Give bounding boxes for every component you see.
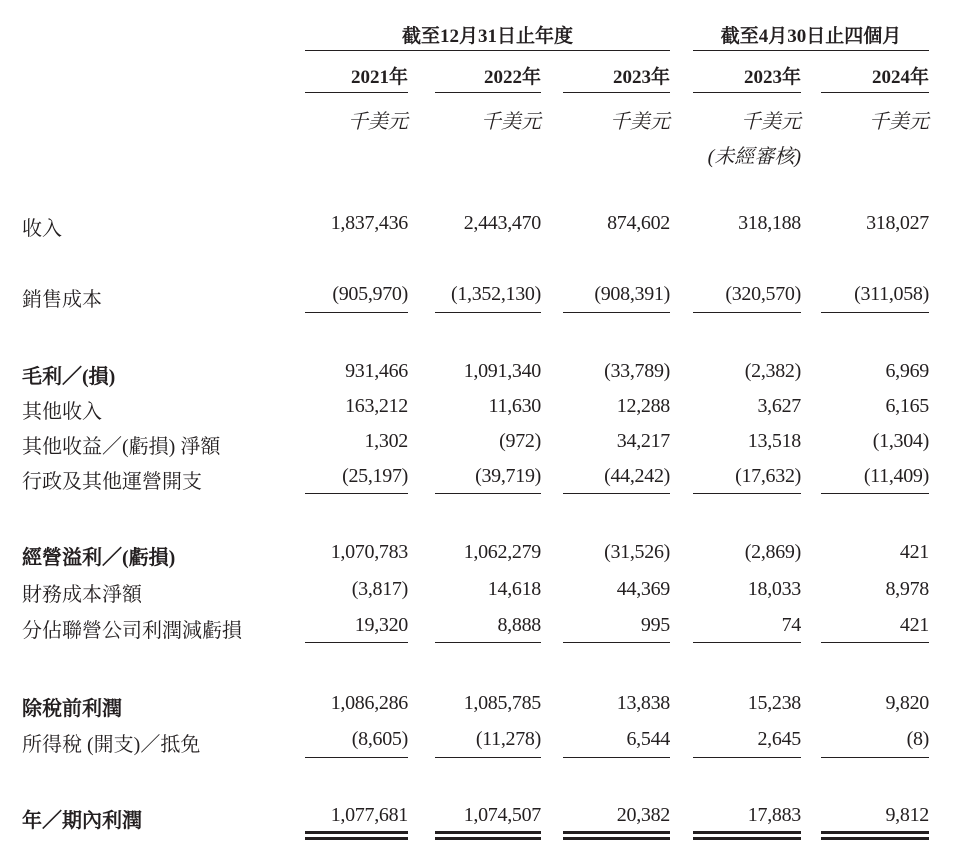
row-label: 收入 xyxy=(22,218,62,240)
subtotal-underline xyxy=(435,642,541,643)
cell-value: 13,518 xyxy=(747,430,801,452)
subtotal-underline xyxy=(821,642,929,643)
cell-value: 421 xyxy=(899,614,929,636)
cell-value: 1,091,340 xyxy=(463,360,541,382)
total-double-underline xyxy=(305,831,408,840)
cell-value: (11,278) xyxy=(475,728,541,750)
cell-value: (11,409) xyxy=(863,465,929,487)
subtotal-underline xyxy=(305,312,408,313)
total-double-underline xyxy=(563,831,670,840)
cell-value: (1,352,130) xyxy=(450,283,541,305)
subtotal-underline xyxy=(563,312,670,313)
column-unit-label: 千美元 xyxy=(610,111,670,133)
subtotal-underline xyxy=(435,757,541,758)
cell-value: (905,970) xyxy=(332,283,408,305)
group-header-year-ended: 截至12月31日止年度 xyxy=(401,26,573,47)
cell-value: 1,085,785 xyxy=(463,692,541,714)
cell-value: 13,838 xyxy=(616,692,670,714)
cell-value: 163,212 xyxy=(345,395,408,417)
cell-value: 17,883 xyxy=(747,804,801,826)
cell-value: 6,165 xyxy=(885,395,929,417)
column-unit-label: 千美元 xyxy=(481,111,541,133)
column-year-header: 2023年 xyxy=(612,67,670,88)
column-year-header: 2023年 xyxy=(743,67,801,88)
cell-value: 20,382 xyxy=(616,804,670,826)
cell-value: (31,526) xyxy=(604,541,670,563)
divider xyxy=(305,50,670,51)
total-double-underline xyxy=(693,831,801,840)
cell-value: 1,062,279 xyxy=(463,541,541,563)
divider xyxy=(435,92,541,93)
cell-value: 318,027 xyxy=(866,212,929,234)
cell-value: (2,869) xyxy=(744,541,801,563)
row-label: 年／期內利潤 xyxy=(22,810,142,832)
cell-value: 12,288 xyxy=(616,395,670,417)
cell-value: 8,978 xyxy=(885,578,929,600)
column-unit-label: 千美元 xyxy=(741,111,801,133)
cell-value: 1,074,507 xyxy=(463,804,541,826)
cell-value: 74 xyxy=(781,614,801,636)
subtotal-underline xyxy=(821,493,929,494)
cell-value: 9,812 xyxy=(885,804,929,826)
subtotal-underline xyxy=(305,757,408,758)
group-header-four-months: 截至4月30日止四個月 xyxy=(720,26,902,47)
total-double-underline xyxy=(821,831,929,840)
cell-value: 6,969 xyxy=(885,360,929,382)
subtotal-underline xyxy=(305,493,408,494)
subtotal-underline xyxy=(563,757,670,758)
divider xyxy=(821,92,929,93)
column-unit-label: 千美元 xyxy=(869,111,929,133)
cell-value: 2,443,470 xyxy=(463,212,541,234)
cell-value: 1,086,286 xyxy=(330,692,408,714)
cell-value: (8) xyxy=(906,728,929,750)
cell-value: 995 xyxy=(640,614,670,636)
row-label: 行政及其他運營開支 xyxy=(22,471,202,493)
subtotal-underline xyxy=(305,642,408,643)
divider xyxy=(305,92,408,93)
column-year-header: 2021年 xyxy=(350,67,408,88)
total-double-underline xyxy=(435,831,541,840)
unaudited-note: (未經審核) xyxy=(707,146,801,168)
cell-value: 14,618 xyxy=(487,578,541,600)
cell-value: 318,188 xyxy=(738,212,801,234)
cell-value: 15,238 xyxy=(747,692,801,714)
subtotal-underline xyxy=(693,757,801,758)
subtotal-underline xyxy=(821,757,929,758)
cell-value: (311,058) xyxy=(854,283,929,305)
cell-value: (25,197) xyxy=(342,465,408,487)
row-label: 其他收益／(虧損) 淨額 xyxy=(22,436,221,458)
column-year-header: 2022年 xyxy=(483,67,541,88)
cell-value: 931,466 xyxy=(345,360,408,382)
subtotal-underline xyxy=(435,493,541,494)
row-label: 經營溢利／(虧損) xyxy=(22,547,176,569)
cell-value: 1,302 xyxy=(364,430,408,452)
subtotal-underline xyxy=(563,642,670,643)
subtotal-underline xyxy=(821,312,929,313)
row-label: 除稅前利潤 xyxy=(22,698,122,720)
cell-value: 8,888 xyxy=(497,614,541,636)
subtotal-underline xyxy=(693,493,801,494)
cell-value: (33,789) xyxy=(604,360,670,382)
cell-value: (44,242) xyxy=(604,465,670,487)
cell-value: 11,630 xyxy=(488,395,541,417)
subtotal-underline xyxy=(693,642,801,643)
column-unit-label: 千美元 xyxy=(348,111,408,133)
cell-value: (908,391) xyxy=(594,283,670,305)
cell-value: (8,605) xyxy=(351,728,408,750)
row-label: 分佔聯營公司利潤減虧損 xyxy=(22,620,242,642)
cell-value: (3,817) xyxy=(351,578,408,600)
cell-value: 18,033 xyxy=(747,578,801,600)
subtotal-underline xyxy=(693,312,801,313)
cell-value: 1,070,783 xyxy=(330,541,408,563)
cell-value: 6,544 xyxy=(626,728,670,750)
cell-value: (320,570) xyxy=(725,283,801,305)
cell-value: 3,627 xyxy=(757,395,801,417)
row-label: 財務成本淨額 xyxy=(22,584,142,606)
subtotal-underline xyxy=(563,493,670,494)
divider xyxy=(693,50,929,51)
cell-value: (39,719) xyxy=(475,465,541,487)
subtotal-underline xyxy=(435,312,541,313)
divider xyxy=(563,92,670,93)
cell-value: 874,602 xyxy=(607,212,670,234)
column-year-header: 2024年 xyxy=(871,67,929,88)
cell-value: (972) xyxy=(499,430,541,452)
cell-value: 1,077,681 xyxy=(330,804,408,826)
cell-value: 1,837,436 xyxy=(330,212,408,234)
cell-value: 44,369 xyxy=(616,578,670,600)
cell-value: 2,645 xyxy=(757,728,801,750)
row-label: 其他收入 xyxy=(22,401,102,423)
divider xyxy=(693,92,801,93)
row-label: 毛利／(損) xyxy=(22,366,116,388)
row-label: 所得稅 (開支)／抵免 xyxy=(22,734,201,756)
cell-value: 34,217 xyxy=(616,430,670,452)
cell-value: (2,382) xyxy=(744,360,801,382)
cell-value: (1,304) xyxy=(872,430,929,452)
cell-value: 19,320 xyxy=(354,614,408,636)
row-label: 銷售成本 xyxy=(22,289,102,311)
cell-value: (17,632) xyxy=(735,465,801,487)
cell-value: 421 xyxy=(899,541,929,563)
cell-value: 9,820 xyxy=(885,692,929,714)
